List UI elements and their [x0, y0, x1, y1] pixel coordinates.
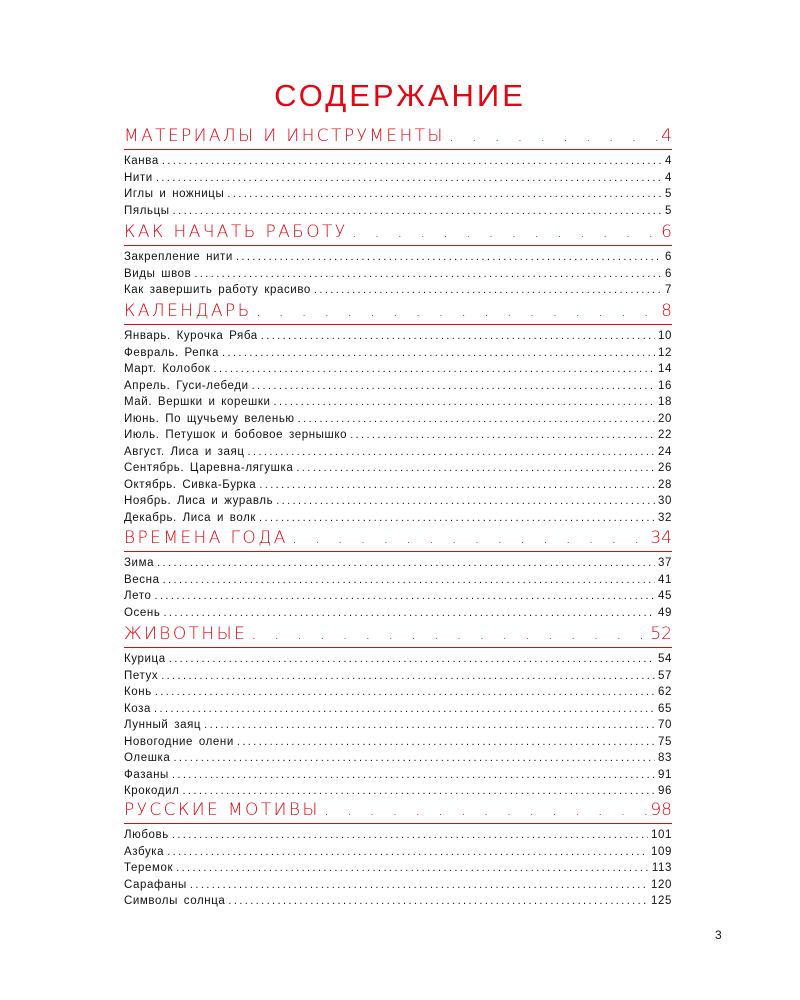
dot-leader: [155, 588, 656, 605]
toc-entry[interactable]: [124, 394, 672, 411]
toc-entry[interactable]: [124, 186, 672, 203]
entry-title: Азбука: [124, 845, 165, 858]
entry-title: Закрепление нити: [124, 251, 233, 263]
toc-entry[interactable]: [124, 860, 672, 877]
section-title: ЖИВОТНЫЕ: [124, 624, 248, 644]
entry-page-number: 54: [658, 653, 672, 665]
entry-page-number: 6: [665, 267, 672, 280]
section-page-number: 34: [650, 528, 672, 548]
toc-entry[interactable]: [124, 555, 672, 572]
section-page-number: 98: [650, 800, 672, 820]
entry-page-number: 7: [665, 284, 672, 296]
section-heading: [124, 299, 672, 323]
section-divider: [124, 245, 672, 246]
dot-leader: [173, 750, 655, 767]
entry-page-number: 30: [658, 495, 672, 507]
toc-entry[interactable]: [124, 153, 672, 170]
dot-leader: [314, 282, 662, 299]
entry-page-number: 20: [658, 412, 672, 425]
entry-title: Февраль. Репка: [124, 346, 219, 359]
entry-title: Как завершить работу красиво: [124, 284, 311, 296]
entry-title: Июль. Петушок и бобовое зернышко: [124, 429, 348, 441]
toc-entry[interactable]: [124, 668, 672, 685]
entry-title: Петух: [124, 669, 159, 682]
toc-entry[interactable]: [124, 701, 672, 718]
toc-entry[interactable]: [124, 266, 672, 283]
dot-leader: [449, 124, 659, 148]
dot-leader: [296, 460, 655, 477]
dot-leader: [350, 427, 655, 444]
dot-leader: [172, 767, 655, 784]
entry-title: Осень: [124, 606, 161, 619]
toc-entry[interactable]: [124, 750, 672, 767]
dot-leader: [227, 186, 662, 203]
dot-leader: [276, 493, 655, 510]
toc-entry[interactable]: [124, 411, 672, 428]
dot-leader: [352, 220, 660, 244]
toc-entry[interactable]: [124, 345, 672, 362]
toc-entry[interactable]: [124, 734, 672, 751]
dot-leader: [261, 328, 655, 345]
toc-entry[interactable]: [124, 605, 672, 622]
entry-title: Канва: [124, 155, 159, 167]
dot-leader: [222, 345, 655, 362]
dot-leader: [176, 860, 649, 877]
dot-leader: [259, 477, 655, 494]
section-divider: [124, 823, 672, 824]
section-divider: [124, 149, 672, 150]
entry-title: Курица: [124, 653, 166, 665]
entry-title: Зима: [124, 557, 155, 569]
entry-title: Ноябрь. Лиса и журавль: [124, 495, 274, 507]
entry-page-number: 57: [658, 669, 672, 682]
dot-leader: [298, 411, 655, 428]
entry-title: Коза: [124, 702, 152, 715]
section-title: КАЛЕНДАРЬ: [124, 301, 252, 321]
section-heading: [124, 220, 672, 244]
toc-entry[interactable]: [124, 588, 672, 605]
entry-page-number: 62: [658, 686, 672, 698]
section-page-number: 6: [661, 222, 672, 242]
toc-section: [124, 299, 672, 526]
toc-entry[interactable]: [124, 893, 672, 910]
entry-page-number: 70: [658, 719, 672, 731]
entry-page-number: 101: [651, 829, 672, 841]
entry-title: Конь: [124, 686, 152, 698]
section-title: РУССКИЕ МОТИВЫ: [124, 800, 320, 820]
entry-page-number: 65: [658, 702, 672, 715]
dot-leader: [248, 444, 655, 461]
toc-entry[interactable]: [124, 427, 672, 444]
dot-leader: [228, 893, 648, 910]
entry-title: Сарафаны: [124, 878, 187, 891]
entry-title: Сентябрь. Царевна-лягушка: [124, 462, 294, 474]
dot-leader: [172, 827, 648, 844]
toc-entry[interactable]: [124, 282, 672, 299]
entry-page-number: 28: [658, 478, 672, 491]
entry-title: Январь. Курочка Ряба: [124, 330, 258, 342]
entry-title: Лето: [124, 590, 152, 602]
entry-page-number: 12: [658, 346, 672, 359]
entry-page-number: 6: [665, 251, 672, 263]
dot-leader: [204, 717, 655, 734]
dot-leader: [190, 877, 648, 894]
entry-title: Теремок: [124, 862, 174, 874]
entry-page-number: 5: [665, 188, 672, 200]
entry-title: Май. Вершки и корешки: [124, 396, 271, 408]
entry-title: Виды швов: [124, 267, 192, 280]
entry-title: Иглы и ножницы: [124, 188, 225, 200]
dot-leader: [274, 394, 655, 411]
dot-leader: [252, 378, 655, 395]
entry-page-number: 18: [658, 396, 672, 408]
dot-leader: [236, 249, 662, 266]
entry-page-number: 22: [658, 429, 672, 441]
dot-leader: [237, 734, 655, 751]
section-heading: [124, 124, 672, 148]
section-divider: [124, 551, 672, 552]
entry-title: Август. Лиса и заяц: [124, 445, 245, 458]
toc-entry[interactable]: [124, 684, 672, 701]
entry-title: Символы солнца: [124, 895, 226, 907]
entry-page-number: 45: [658, 590, 672, 602]
toc-entry[interactable]: [124, 717, 672, 734]
entry-page-number: 14: [658, 363, 672, 375]
entry-title: Нити: [124, 171, 153, 184]
toc-entry[interactable]: [124, 877, 672, 894]
toc-entry[interactable]: [124, 203, 672, 220]
section-divider: [124, 324, 672, 325]
section-heading: [124, 622, 672, 646]
section-title: КАК НАЧАТЬ РАБОТУ: [124, 222, 348, 242]
entry-page-number: 49: [658, 606, 672, 619]
toc-entry[interactable]: [124, 827, 672, 844]
entry-title: Весна: [124, 573, 160, 586]
entry-title: Фазаны: [124, 768, 169, 781]
toc-entry[interactable]: [124, 170, 672, 187]
entry-title: Июнь. По щучьему веленью: [124, 412, 295, 425]
toc-entry[interactable]: [124, 328, 672, 345]
toc-entry[interactable]: [124, 378, 672, 395]
section-title: ВРЕМЕНА ГОДА: [124, 528, 288, 548]
toc-section: [124, 220, 672, 299]
dot-leader: [163, 605, 655, 622]
section-page-number: 52: [650, 624, 672, 644]
entry-title: Пяльцы: [124, 204, 170, 217]
toc-section: [124, 622, 672, 800]
entry-title: Олешка: [124, 752, 171, 764]
entry-title: Любовь: [124, 829, 169, 841]
toc-entry[interactable]: [124, 249, 672, 266]
entry-page-number: 4: [665, 155, 672, 167]
entry-title: Октябрь. Сивка-Бурка: [124, 478, 257, 491]
page-number: 3: [715, 928, 722, 942]
section-title: МАТЕРИАЛЫ И ИНСТРУМЕНТЫ: [124, 126, 445, 146]
entry-title: Новогодние олени: [124, 735, 234, 748]
entry-page-number: 32: [658, 511, 672, 524]
entry-page-number: 83: [658, 752, 672, 764]
dot-leader: [156, 170, 662, 187]
entry-page-number: 10: [658, 330, 672, 342]
dot-leader: [173, 203, 662, 220]
entry-page-number: 4: [665, 171, 672, 184]
toc-section: [124, 124, 672, 219]
dot-leader: [214, 361, 655, 378]
toc-entry[interactable]: [124, 844, 672, 861]
entry-page-number: 37: [658, 557, 672, 569]
toc-entry[interactable]: [124, 510, 672, 527]
entry-page-number: 120: [651, 878, 672, 891]
entry-page-number: 109: [651, 845, 672, 858]
toc-entry[interactable]: [124, 460, 672, 477]
dot-leader: [163, 572, 655, 589]
entry-title: Декабрь. Лиса и волк: [124, 511, 257, 524]
toc-entry[interactable]: [124, 444, 672, 461]
dot-leader: [157, 555, 655, 572]
section-heading: [124, 526, 672, 550]
page-title: СОДЕРЖАНИЕ: [274, 78, 526, 113]
toc-entry[interactable]: [124, 767, 672, 784]
toc-entry[interactable]: [124, 572, 672, 589]
dot-leader: [324, 798, 649, 822]
entry-title: Лунный заяц: [124, 719, 202, 731]
entry-page-number: 96: [658, 785, 672, 797]
entry-page-number: 5: [665, 204, 672, 217]
dot-leader: [292, 526, 649, 550]
entry-title: Апрель. Гуси-лебеди: [124, 379, 249, 392]
entry-page-number: 41: [658, 573, 672, 586]
dot-leader: [194, 266, 662, 283]
entry-page-number: 24: [658, 445, 672, 458]
dot-leader: [256, 299, 659, 323]
toc-entry[interactable]: [124, 361, 672, 378]
entry-page-number: 113: [651, 862, 672, 874]
dot-leader: [167, 844, 648, 861]
toc-entry[interactable]: [124, 651, 672, 668]
entry-page-number: 16: [658, 379, 672, 392]
toc-section: [124, 798, 672, 910]
toc-entry[interactable]: [124, 477, 672, 494]
entry-page-number: 91: [658, 768, 672, 781]
dot-leader: [155, 684, 655, 701]
section-heading: [124, 798, 672, 822]
dot-leader: [259, 510, 655, 527]
dot-leader: [169, 651, 655, 668]
table-of-contents: [124, 0, 672, 1000]
section-page-number: 4: [661, 126, 672, 146]
dot-leader: [161, 668, 655, 685]
entry-page-number: 125: [651, 895, 672, 907]
dot-leader: [162, 153, 662, 170]
dot-leader: [154, 701, 655, 718]
toc-section: [124, 526, 672, 621]
toc-entry[interactable]: [124, 493, 672, 510]
section-page-number: 8: [661, 301, 672, 321]
entry-title: Крокодил: [124, 785, 180, 797]
entry-page-number: 75: [658, 735, 672, 748]
dot-leader: [251, 622, 648, 646]
entry-page-number: 26: [658, 462, 672, 474]
entry-title: Март. Колобок: [124, 363, 211, 375]
section-divider: [124, 647, 672, 648]
